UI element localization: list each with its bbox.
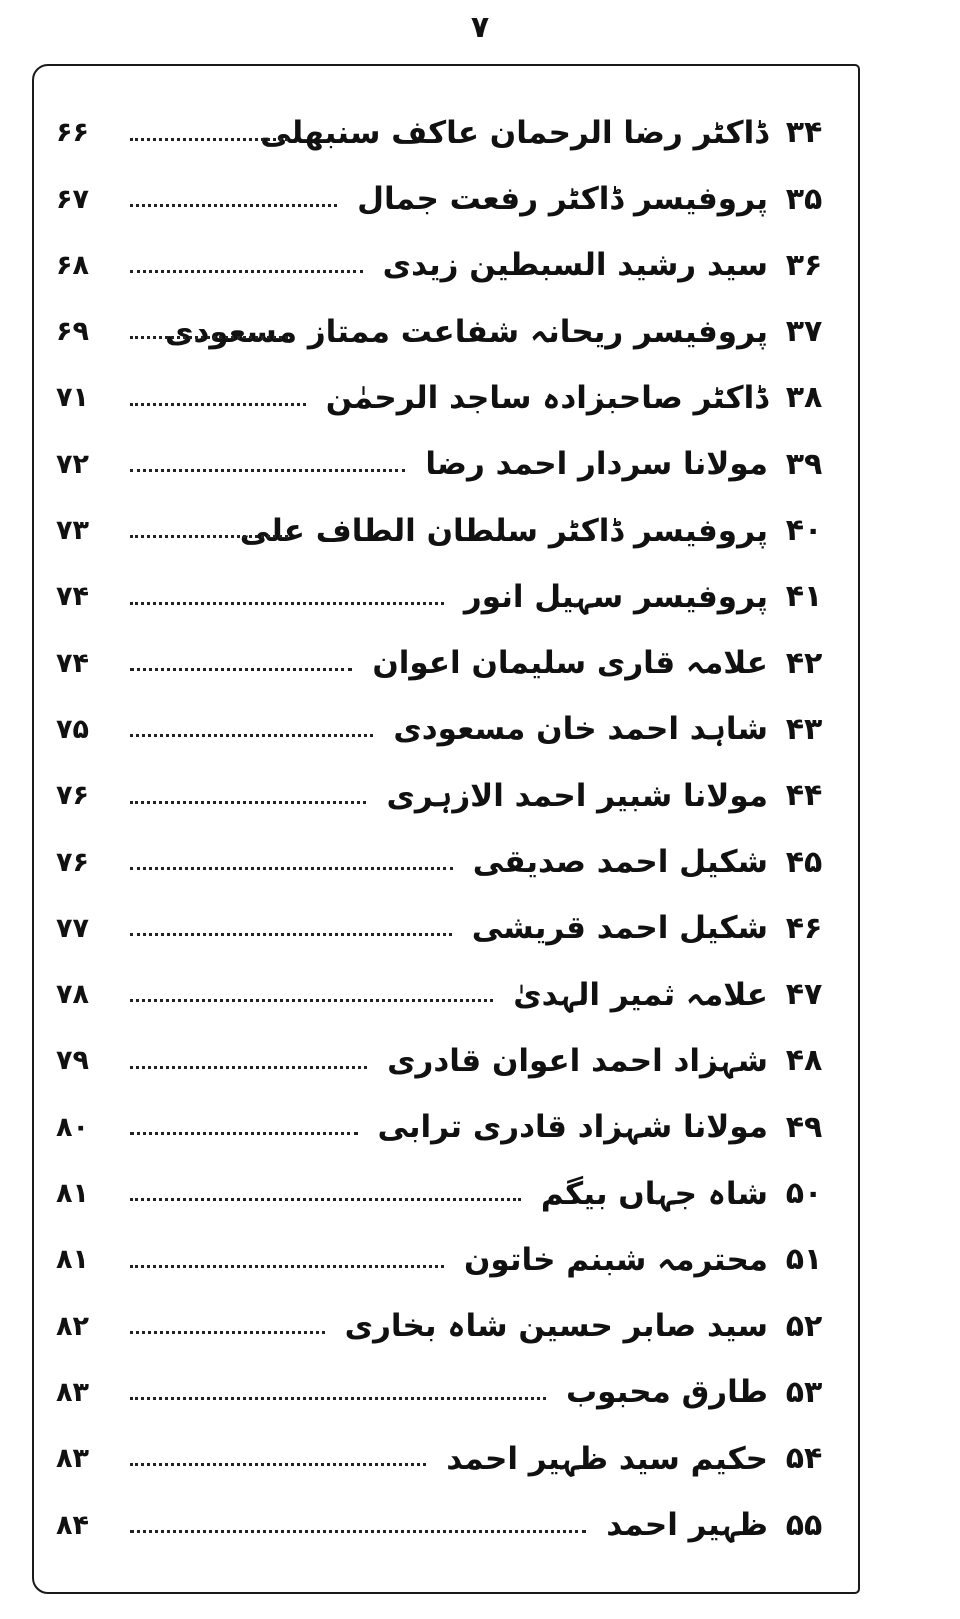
page-header — [0, 0, 960, 46]
dotted-leader — [130, 854, 453, 869]
toc-entry-row — [52, 977, 844, 1012]
entry-page-number: ۷۱ — [56, 382, 89, 414]
toc-entry-row — [52, 1309, 844, 1344]
toc-entry-row — [52, 646, 844, 681]
entry-index: ۴۸ — [785, 1043, 823, 1079]
entry-name: پروفیسر ڈاکٹر سلطان الطاف علی — [239, 512, 768, 549]
entry-index: ۴۶ — [785, 910, 823, 946]
dotted-leader — [130, 1120, 358, 1135]
entry-name: شاہد احمد خان مسعودی — [393, 711, 768, 748]
entry-index: ۳۶ — [785, 247, 823, 283]
dotted-leader — [130, 191, 337, 206]
dotted-leader — [130, 655, 352, 670]
entry-name: علامہ ثمیر الہدیٰ — [513, 976, 768, 1013]
toc-entry-row — [52, 712, 844, 747]
entry-name: سید رشید السبطین زیدی — [382, 247, 768, 284]
toc-entry-row — [52, 1441, 844, 1476]
entry-name: مولانا سردار احمد رضا — [425, 446, 768, 483]
entry-page-number: ۷۴ — [56, 647, 89, 679]
dotted-leader — [130, 125, 288, 140]
entry-name: شہزاد احمد اعوان قادری — [387, 1042, 768, 1079]
toc-entry-row — [52, 1043, 844, 1078]
entry-page-number: ۷۵ — [56, 713, 89, 745]
dotted-leader — [130, 523, 288, 538]
dotted-leader — [130, 1385, 546, 1400]
entry-page-number: ۸۴ — [56, 1509, 89, 1541]
entry-name: سید صابر حسین شاہ بخاری — [344, 1308, 768, 1345]
entry-name: پروفیسر ریحانہ شفاعت ممتاز مسعودی — [165, 313, 768, 350]
dotted-leader — [130, 457, 405, 472]
entry-index: ۵۲ — [785, 1308, 823, 1344]
toc-entry-row — [52, 1508, 844, 1543]
toc-entry-row — [52, 380, 844, 415]
entry-page-number: ۸۱ — [56, 1178, 89, 1210]
entry-name: پروفیسر ڈاکٹر رفعت جمال — [357, 181, 768, 218]
dotted-leader — [130, 589, 444, 604]
toc-entry-row — [52, 1110, 844, 1145]
entry-index: ۴۱ — [785, 579, 823, 615]
entry-name: ظہیر احمد — [606, 1506, 768, 1543]
toc-entry-row — [52, 911, 844, 946]
entry-name: شکیل احمد صدیقی — [472, 844, 768, 881]
entry-name: شکیل احمد قریشی — [471, 910, 768, 947]
entry-page-number: ۶۸ — [56, 249, 89, 281]
dotted-leader — [130, 987, 493, 1002]
entry-page-number: ۶۶ — [56, 117, 89, 149]
entry-index: ۵۰ — [785, 1176, 823, 1212]
entry-index: ۴۹ — [785, 1109, 823, 1145]
toc-entry-row — [52, 115, 844, 150]
toc-entry-row — [52, 248, 844, 283]
entry-page-number: ۷۳ — [56, 515, 89, 547]
dotted-leader — [130, 788, 366, 803]
toc-entry-row — [52, 778, 844, 813]
entry-name: علامہ قاری سلیمان اعوان — [372, 645, 768, 682]
entry-page-number: ۷۲ — [56, 448, 89, 480]
entry-index: ۴۷ — [785, 977, 823, 1013]
entry-index: ۴۳ — [785, 711, 823, 747]
dotted-leader — [130, 1252, 444, 1267]
toc-entry-row — [52, 845, 844, 880]
entry-index: ۵۴ — [785, 1441, 823, 1477]
table-of-contents-frame — [32, 64, 860, 1594]
entry-page-number: ۷۷ — [56, 912, 89, 944]
entry-page-number: ۶۹ — [56, 316, 89, 348]
dotted-leader — [130, 258, 363, 273]
entry-name: مولانا شبیر احمد الازہری — [386, 777, 768, 814]
entry-index: ۴۰ — [785, 513, 823, 549]
dotted-leader — [130, 1517, 586, 1532]
entry-index: ۵۵ — [785, 1507, 823, 1543]
entry-name: پروفیسر سہیل انور — [463, 578, 768, 615]
entry-page-number: ۸۲ — [56, 1310, 89, 1342]
entry-page-number: ۸۳ — [56, 1443, 89, 1475]
entry-name: طارق محبوب — [566, 1374, 768, 1411]
dotted-leader — [130, 1053, 367, 1068]
entry-page-number: ۷۸ — [56, 979, 89, 1011]
entry-index: ۳۹ — [785, 446, 823, 482]
entry-name: محترمہ شبنم خاتون — [463, 1241, 768, 1278]
toc-entry-row — [52, 447, 844, 482]
entry-page-number: ۷۴ — [56, 581, 89, 613]
entry-name: مولانا شہزاد قادری ترابی — [377, 1109, 768, 1146]
toc-entry-row — [52, 314, 844, 349]
entry-name: ڈاکٹر رضا الرحمان عاکف سنبھلی — [260, 114, 768, 151]
entry-page-number: ۷۶ — [56, 846, 89, 878]
entry-name: ڈاکٹر صاحبزادہ ساجد الرحمٰن — [325, 379, 768, 416]
entry-name: شاہ جہاں بیگم — [540, 1175, 768, 1212]
dotted-leader — [130, 921, 452, 936]
entry-index: ۳۴ — [785, 115, 823, 151]
entry-index: ۴۲ — [785, 645, 823, 681]
entry-index: ۵۳ — [785, 1374, 823, 1410]
toc-entry-row — [52, 513, 844, 548]
dotted-leader — [130, 390, 306, 405]
toc-entry-row — [52, 1375, 844, 1410]
dotted-leader — [130, 1186, 521, 1201]
toc-entry-row — [52, 579, 844, 614]
entry-page-number: ۷۶ — [56, 780, 89, 812]
toc-entry-row — [52, 1176, 844, 1211]
header-page-number: ۷ — [470, 10, 490, 45]
dotted-leader — [130, 722, 373, 737]
entry-page-number: ۸۳ — [56, 1376, 89, 1408]
entry-index: ۵۱ — [785, 1242, 823, 1278]
entry-index: ۴۴ — [785, 778, 823, 814]
entry-index: ۳۷ — [785, 314, 823, 350]
dotted-leader — [130, 1318, 325, 1333]
entry-index: ۳۵ — [785, 181, 823, 217]
dotted-leader — [130, 1451, 426, 1466]
toc-entry-row — [52, 1242, 844, 1277]
entry-name: حکیم سید ظہیر احمد — [446, 1440, 768, 1477]
dotted-leader — [130, 324, 288, 339]
entry-index: ۳۸ — [785, 380, 823, 416]
entry-page-number: ۶۷ — [56, 183, 89, 215]
entry-page-number: ۸۰ — [56, 1111, 89, 1143]
entry-index: ۴۵ — [785, 844, 823, 880]
toc-entry-row — [52, 182, 844, 217]
entry-page-number: ۷۹ — [56, 1045, 89, 1077]
entry-page-number: ۸۱ — [56, 1244, 89, 1276]
